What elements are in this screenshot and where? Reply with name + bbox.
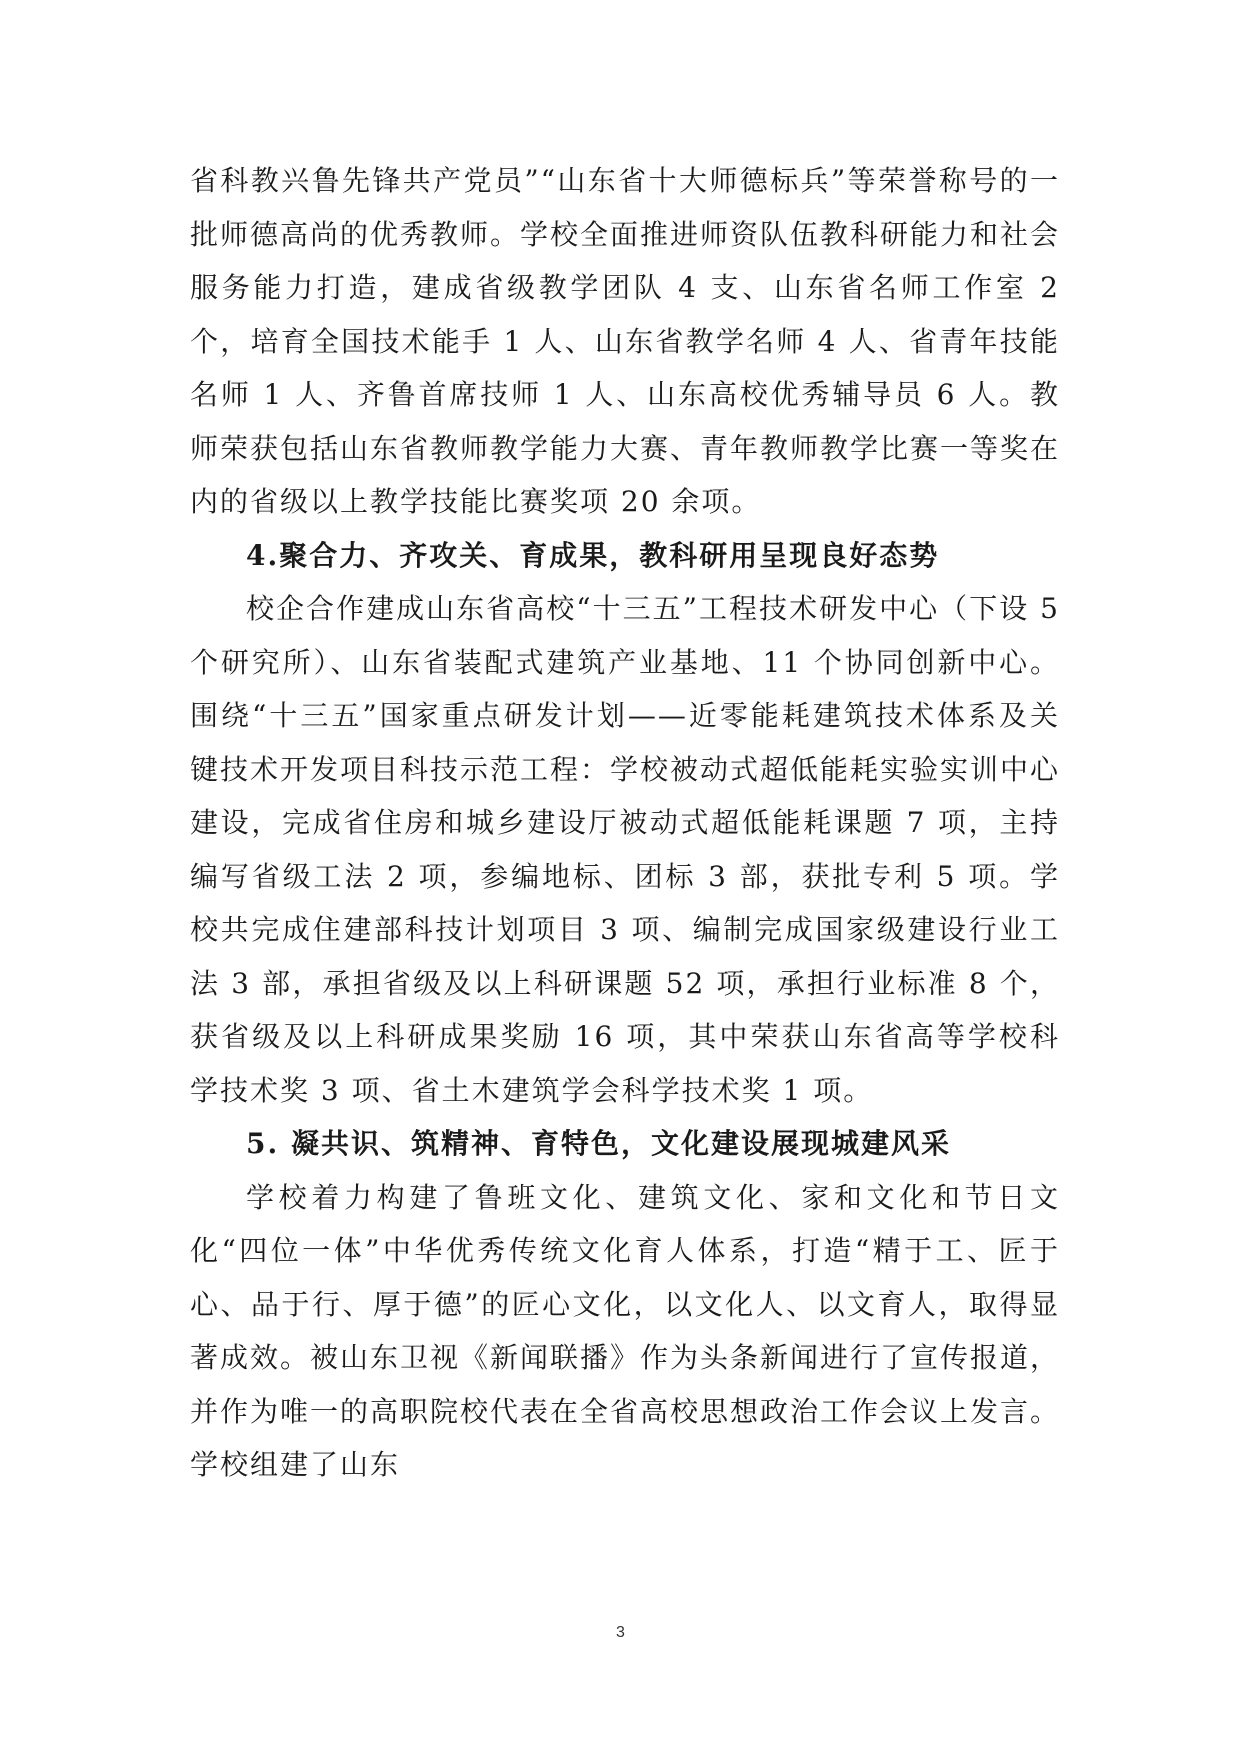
section-heading-culture: 5. 凝共识、筑精神、育特色，文化建设展现城建风采 xyxy=(246,1127,951,1160)
paragraph-culture-building: 学校着力构建了鲁班文化、建筑文化、家和文化和节日文化“四位一体”中华优秀传统文化育人体系，打造“精于工、匠于心、品于行、厚于德”的匠心文化，以文化人、以文育人，取得显著成效。被山东卫视《新闻联播》作为头条新闻进行了宣传报道，并作为唯一的高职院校代表在全省高校思想政治工作会议上发言。学校组建了山东 xyxy=(190,1180,1061,1481)
page-number: 3 xyxy=(616,1624,625,1641)
paragraph-research-achievements: 校企合作建成山东省高校“十三五”工程技术研发中心（下设 5 个研究所）、山东省装配式建筑产业基地、11 个协同创新中心。围绕“十三五”国家重点研发计划——近零能耗建筑技术体系及关键技术开发项目科技示范工程：学校被动式超低能耗实验实训中心建设，完成省住房和城乡建设厅被动式超低能耗课题 7 项，主持编写省级工法 2 项，参编地标、团标 3 部，获批专利 5 项。学校共完成住建部科技计划项目 3 项、编制完成国家级建设行业工法 3 部，承担省级及以上科研课题 52 项，承担行业标准 8 个，获省级及以上科研成果奖励 16 项，其中荣获山东省高等学校科学技术奖 3 项、省土木建筑学会科学技术奖 1 项。 xyxy=(190,592,1061,1107)
paragraph-teachers-honors: 省科教兴鲁先锋共产党员”“山东省十大师德标兵”等荣誉称号的一批师德高尚的优秀教师。学校全面推进师资队伍教科研能力和社会服务能力打造，建成省级教学团队 4 支、山东省名师工作室 2 个，培育全国技术能手 1 人、山东省教学名师 4 人、省青年技能名师 1 人、齐鲁首席技师 1 人、山东高校优秀辅导员 6 人。教师荣获包括山东省教师教学能力大赛、青年教师教学比赛一等奖在内的省级以上教学技能比赛奖项 20 余项。 xyxy=(190,164,1061,518)
section-heading-research: 4.聚合力、齐攻关、育成果，教科研用呈现良好态势 xyxy=(246,538,940,572)
document-body xyxy=(190,154,1060,1492)
